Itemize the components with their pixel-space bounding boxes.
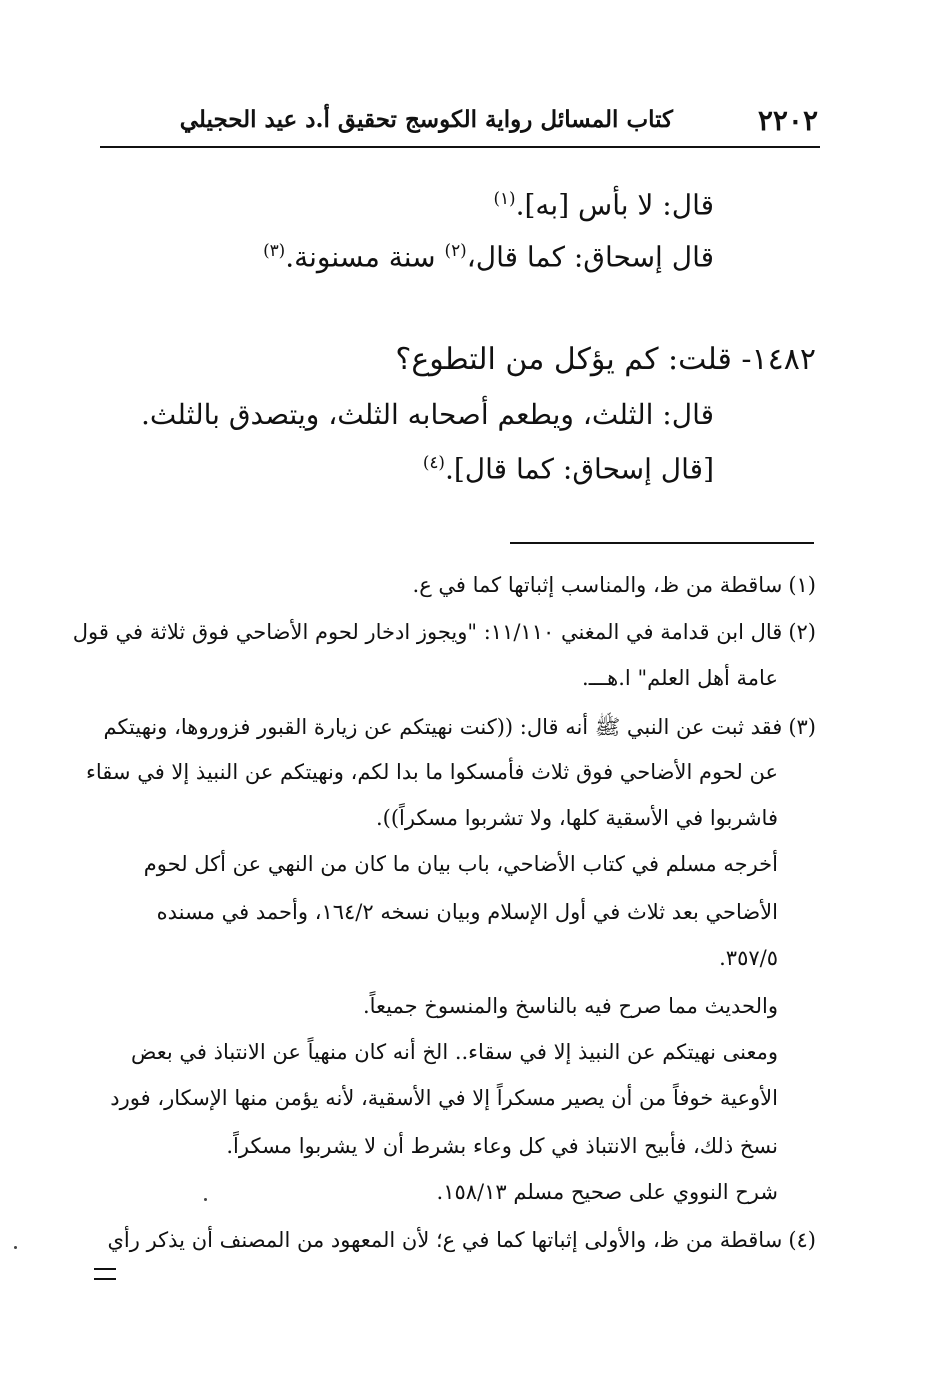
main-line-4 bbox=[141, 398, 714, 432]
footnote-text: الأوعية خوفاً من أن يصير مسكراً إلا في الأسقية، لأنه يؤمن منها الإسكار، فورد bbox=[110, 1086, 778, 1110]
footnote-3-line-8 bbox=[131, 1040, 778, 1065]
footnote-text: ومعنى نهيتكم عن النبيذ إلا في سقاء.. الخ أنه كان منهياً عن الانتباذ في بعض bbox=[131, 1040, 778, 1064]
main-text: سنة مسنونة. bbox=[285, 240, 445, 274]
continuation-mark bbox=[94, 1268, 116, 1280]
main-text: قال إسحاق: كما قال، bbox=[466, 240, 714, 274]
footnote-separator bbox=[510, 542, 814, 544]
scan-speck bbox=[204, 1198, 207, 1201]
footnote-text: عن لحوم الأضاحي فوق ثلاث فأمسكوا ما بدا لكم، ونهيتكم عن النبيذ إلا في سقاء bbox=[86, 760, 778, 784]
footnote-text: أخرجه مسلم في كتاب الأضاحي، باب بيان ما كان من النهي عن أكل لحوم bbox=[143, 852, 778, 876]
footnote-text: ٣٥٧/٥. bbox=[719, 946, 778, 970]
footnote-ref: (٣) bbox=[263, 240, 286, 260]
footnote-3-line-11 bbox=[437, 1180, 778, 1205]
main-line-5 bbox=[423, 452, 714, 486]
footnote-number: (١) bbox=[788, 573, 816, 597]
footnote-text: والحديث مما صرح فيه بالناسخ والمنسوخ جميعاً. bbox=[362, 994, 778, 1018]
footnote-text: ساقطة من ظ، والمناسب إثباتها كما في ع. bbox=[412, 573, 783, 597]
page-number: ٢٢٠٢ bbox=[757, 104, 818, 137]
footnote-text: شرح النووي على صحيح مسلم ١٥٨/١٣. bbox=[436, 1180, 778, 1204]
main-line-2 bbox=[263, 240, 714, 274]
main-text: قال: الثلث، ويطعم أصحابه الثلث، ويتصدق بالثلث. bbox=[140, 398, 714, 431]
footnote-3-line-3 bbox=[376, 806, 778, 831]
footnote-3-line-5 bbox=[157, 900, 778, 925]
header-title: كتاب المسائل رواية الكوسج تحقيق أ.د عيد الحجيلي bbox=[179, 106, 673, 133]
footnote-text: الأضاحي بعد ثلاث في أول الإسلام وبيان نسخه ١٦٤/٢، وأحمد في مسنده bbox=[156, 900, 778, 924]
question-heading bbox=[395, 342, 816, 378]
footnote-ref: (١) bbox=[493, 188, 516, 208]
footnote-ref: (٤) bbox=[422, 452, 445, 472]
running-header bbox=[106, 102, 818, 146]
footnote-3 bbox=[103, 715, 816, 740]
footnote-text: ساقطة من ظ، والأولى إثباتها كما في ع؛ لأن المعهود من المصنف أن يذكر رأي bbox=[107, 1228, 783, 1252]
header-rule bbox=[100, 146, 820, 148]
footnote-number: (٤) bbox=[788, 1228, 816, 1252]
main-text: ١٤٨٢- قلت: كم يؤكل من التطوع؟ bbox=[395, 342, 816, 377]
footnote-3-line-2 bbox=[86, 760, 778, 785]
main-line-1 bbox=[493, 188, 714, 222]
scan-speck bbox=[14, 1246, 17, 1249]
footnote-text: عامة أهل العلم" ا.هـــ. bbox=[582, 666, 778, 690]
footnote-3-line-4 bbox=[144, 852, 778, 877]
footnote-text: نسخ ذلك، فأبيح الانتباذ في كل وعاء بشرط أن لا يشربوا مسكراً. bbox=[226, 1134, 778, 1158]
footnote-2 bbox=[73, 620, 816, 645]
footnote-text: فاشربوا في الأسقية كلها، ولا تشربوا مسكراً)). bbox=[375, 806, 778, 830]
footnote-number: (٣) bbox=[788, 715, 816, 739]
footnote-text: قال ابن قدامة في المغني ١١/١١٠: "ويجوز ادخار لحوم الأضاحي فوق ثلاثة في قول bbox=[72, 620, 783, 644]
footnote-3-line-10 bbox=[226, 1134, 778, 1159]
footnote-text: فقد ثبت عن النبي ﷺ أنه قال: ((كنت نهيتكم عن زيارة القبور فزوروها، ونهيتكم bbox=[103, 715, 783, 739]
footnote-3-line-7 bbox=[363, 994, 778, 1019]
footnote-2-line-2 bbox=[582, 666, 778, 691]
footnote-3-line-9 bbox=[110, 1086, 778, 1111]
footnote-1 bbox=[413, 573, 816, 598]
footnote-ref: (٢) bbox=[444, 240, 467, 260]
main-text: قال: لا بأس [به]. bbox=[515, 188, 714, 222]
footnote-3-line-6 bbox=[719, 946, 778, 971]
footnote-number: (٢) bbox=[788, 620, 816, 644]
main-text: [قال إسحاق: كما قال]. bbox=[444, 452, 714, 486]
footnote-4 bbox=[107, 1228, 816, 1253]
